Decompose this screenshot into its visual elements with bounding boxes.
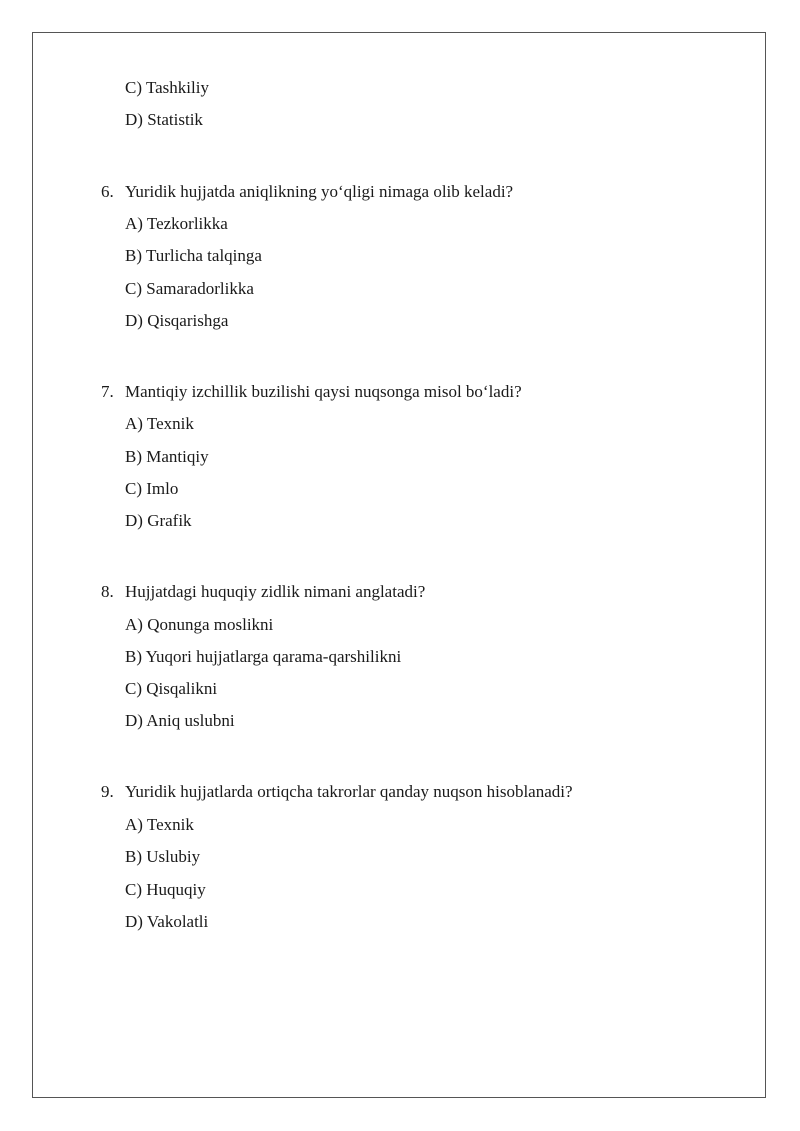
question-number: 6. <box>101 182 114 201</box>
question-number: 7. <box>101 382 114 401</box>
option-c: C) Huquqiy <box>125 880 206 899</box>
question-text: Mantiqiy izchillik buzilishi qaysi nuqsonga misol bo‘ladi? <box>125 382 522 401</box>
option-d: D) Vakolatli <box>125 912 209 931</box>
question-text: Yuridik hujjatlarda ortiqcha takrorlar qanday nuqson hisoblanadi? <box>125 782 573 801</box>
option-b: B) Turlicha talqinga <box>125 246 262 265</box>
option-b: B) Uslubiy <box>125 847 201 866</box>
option-d: D) Aniq uslubni <box>125 711 235 730</box>
option-c: C) Tashkiliy <box>125 78 209 97</box>
option-d: D) Grafik <box>125 511 192 530</box>
option-b: B) Yuqori hujjatlarga qarama-qarshilikni <box>125 647 402 666</box>
option-c: C) Imlo <box>125 479 179 498</box>
option-a: A) Texnik <box>125 815 194 834</box>
option-c: C) Qisqalikni <box>125 679 218 698</box>
option-d: D) Qisqarishga <box>125 311 229 330</box>
question-number: 9. <box>101 782 114 801</box>
option-a: A) Texnik <box>125 414 194 433</box>
option-a: A) Qonunga moslikni <box>125 615 274 634</box>
option-b: B) Mantiqiy <box>125 447 209 466</box>
option-a: A) Tezkorlikka <box>125 214 228 233</box>
option-d: D) Statistik <box>125 110 203 129</box>
question-number: 8. <box>101 582 114 601</box>
question-text: Hujjatdagi huquqiy zidlik nimani anglatadi? <box>125 582 426 601</box>
option-c: C) Samaradorlikka <box>125 279 254 298</box>
question-text: Yuridik hujjatda aniqlikning yo‘qligi nimaga olib keladi? <box>125 182 514 201</box>
